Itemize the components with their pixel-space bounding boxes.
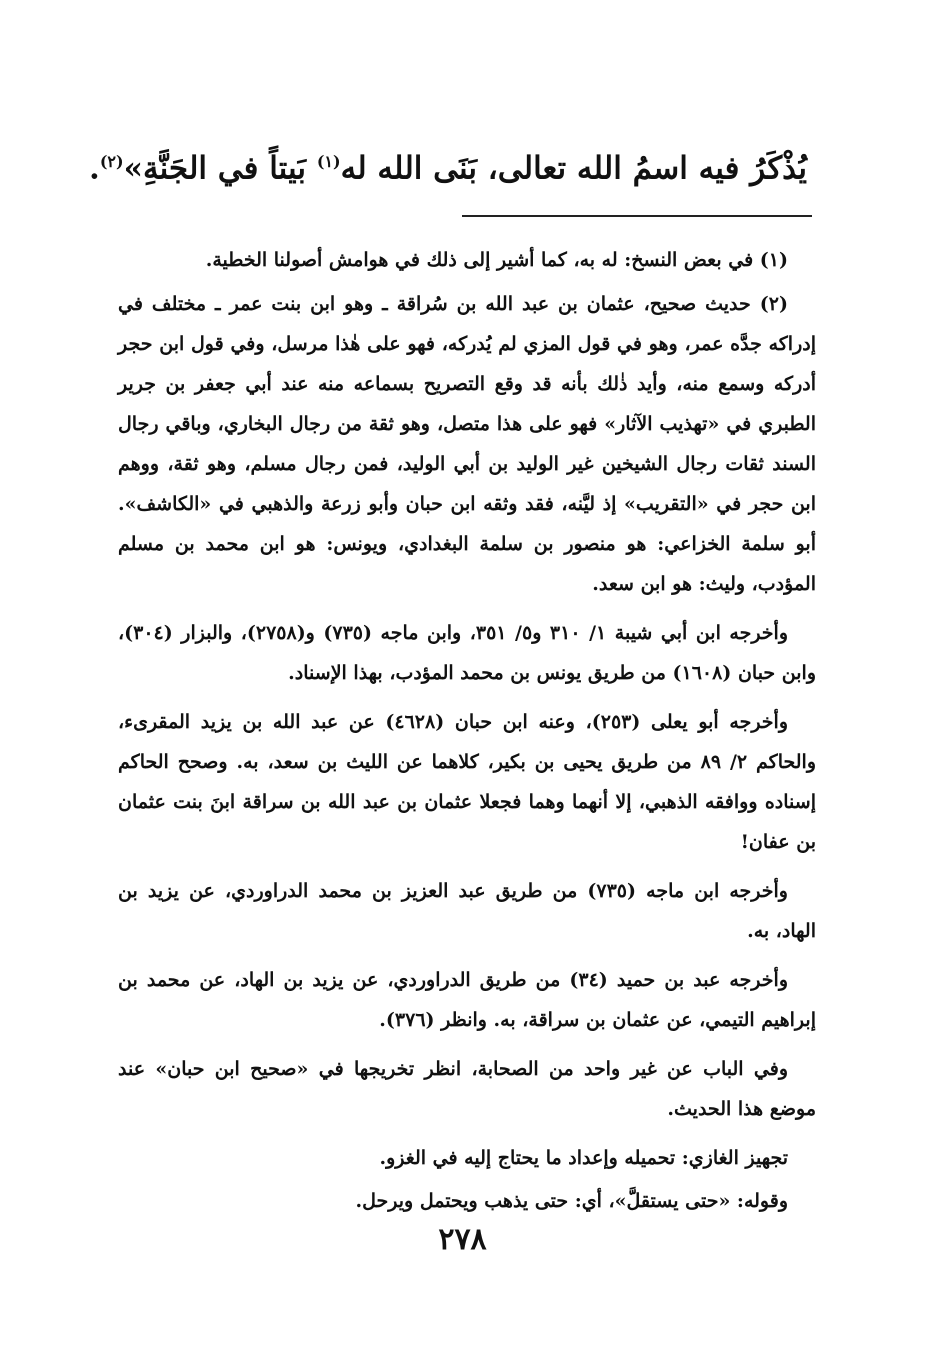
footnote-paragraph-2: وأخرجه أبو يعلى (٢٥٣)، وعنه ابن حبان (٤٦٢٨) عن عبد الله بن يزيد المقرىء، والحاكم ٢/ ٨٩ من طريق يحيى بن بكير، كلاهما عن الليث بن سعد، به. وصحح الحاكم إسناده ووافقه الذهبي، إلا أنهما وهما فجعلا عثمان بن عبد الله بن سراقة ابنَ بنت عثمان بن عفان! <box>118 711 817 853</box>
main-text-part1: يُذْكَرُ فيه اسمُ الله تعالى، بَنَى الله له <box>340 150 807 187</box>
footnote-gloss-2: وقوله: «حتى يستقلَّ»، أي: حتى يذهب ويحتمل ويرحل. <box>355 1190 788 1212</box>
page-number: ٢٧٨ <box>438 1222 487 1257</box>
footnote-separator <box>462 215 812 217</box>
footnote-ref-1[interactable]: (١) <box>316 152 341 171</box>
footnote-paragraph-3: وأخرجه ابن ماجه (٧٣٥) من طريق عبد العزيز بن محمد الدراوردي، عن يزيد بن الهاد، به. <box>118 880 816 942</box>
main-text-line <box>89 140 807 190</box>
main-text-end: . <box>89 150 100 187</box>
footnote-paragraph-5: وفي الباب عن غير واحد من الصحابة، انظر تخريجها في «صحيح ابن حبان» عند موضع هذا الحديث. <box>118 1058 816 1120</box>
footnote-ref-2[interactable]: (٢) <box>99 152 124 171</box>
footnote-2: (٢) حديث صحيح، عثمان بن عبد الله بن سُراقة ـ وهو ابن بنت عمر ـ مختلف في إدراكه جدَّه عمر، وهو في قول المزي لم يُدركه، فهو على هٰذا مرسل، وفي قول ابن حجر أدركه وسمع منه، وأيد ذٰلك بأنه قد وقع التصريح بسماعه منه عند أبي جعفر بن جرير الطبري في «تهذيب الآثار» فهو على هذا متصل، وهو ثقة من رجال البخاري، وباقي رجال السند ثقات رجال الشيخين غير الوليد بن أبي الوليد، فمن رجال مسلم، وهو ثقة، ووهم ابن حجر في «التقريب» إذ ليَّنه، فقد وثقه ابن حبان وأبو زرعة والذهبي في «الكاشف». أبو سلمة الخزاعي: هو منصور بن سلمة البغدادي، ويونس: هو ابن محمد بن مسلم المؤدب، وليث: هو ابن سعد. <box>118 293 816 595</box>
footnote-paragraph-4: وأخرجه عبد بن حميد (٣٤) من طريق الدراوردي، عن يزيد بن الهاد، عن محمد بن إبراهيم التيمي، عن عثمان بن سراقة، به. وانظر (٣٧٦). <box>118 969 816 1031</box>
footnote-1: (١) في بعض النسخ: له به، كما أشير إلى ذلك في هوامش أصولنا الخطية. <box>205 249 788 271</box>
footnotes-section <box>118 240 816 1230</box>
main-text-part2: بَيتاً في الجَنَّةِ» <box>123 150 317 187</box>
footnote-gloss-1: تجهيز الغازي: تحميله وإعداد ما يحتاج إليه في الغزو. <box>379 1147 788 1169</box>
footnote-paragraph-1: وأخرجه ابن أبي شيبة ١/ ٣١٠ و٥/ ٣٥١، وابن ماجه (٧٣٥) و(٢٧٥٨)، والبزار (٣٠٤)، وابن حبان (١٦٠٨) من طريق يونس بن محمد المؤدب، بهذا الإسناد. <box>118 622 816 684</box>
